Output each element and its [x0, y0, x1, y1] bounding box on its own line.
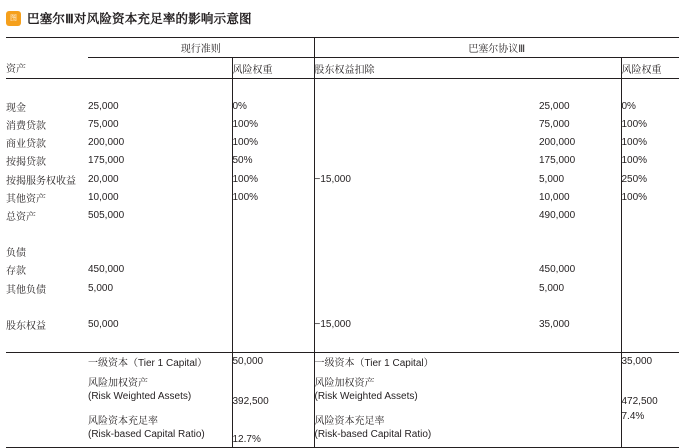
row-amount-basel: 490,000 — [539, 209, 576, 221]
row-label — [6, 297, 88, 315]
row-amount-current — [88, 225, 232, 243]
spacer-cell — [621, 79, 679, 98]
row-equity-deduction — [314, 225, 404, 243]
row-equity-deduction — [314, 97, 404, 115]
row-risk-weight-current — [232, 225, 314, 243]
row-amount-current — [88, 334, 232, 353]
rwa-label-basel-line2: (Risk Weighted Assets) — [314, 391, 418, 402]
row-label: 消费贷款 — [6, 120, 46, 132]
group-header-spacer — [6, 38, 88, 58]
row-equity-deduction — [314, 115, 404, 133]
group-header-current: 现行准则 — [88, 38, 314, 58]
row-amount-current: 200,000 — [88, 137, 125, 149]
spacer-cell — [232, 79, 314, 98]
row-equity-deduction — [314, 279, 404, 297]
row-risk-weight-basel — [621, 206, 679, 224]
row-spacer — [404, 188, 539, 206]
group-header-basel: 巴塞尔协议Ⅲ — [314, 38, 679, 58]
page-title — [0, 0, 685, 37]
table-row — [6, 279, 679, 297]
table-row-blank — [6, 225, 679, 243]
row-amount-basel: 10,000 — [539, 191, 570, 203]
col-header-risk-weight-basel: 风险权重 — [621, 58, 679, 79]
rwa-label-current-line2: (Risk Weighted Assets) — [88, 391, 192, 402]
ratio-label-current-line1: 风险资本充足率 — [88, 415, 158, 427]
row-amount-current: 20,000 — [88, 173, 119, 185]
rwa-label-basel-line1: 风险加权资产 — [314, 377, 375, 389]
row-risk-weight-current: 100% — [232, 134, 314, 152]
row-risk-weight-current — [232, 206, 314, 224]
table-row-liabilities — [6, 243, 679, 261]
row-label: 按揭贷款 — [6, 157, 46, 169]
row-risk-weight-current: 100% — [232, 170, 314, 188]
row-amount-current: 450,000 — [88, 264, 125, 276]
row-label — [6, 334, 88, 353]
table-sub-header-row — [6, 58, 679, 79]
col-header-basel-blank — [404, 58, 539, 79]
row-risk-weight-basel — [621, 279, 679, 297]
col-header-assets: 资产 — [6, 58, 88, 79]
page-title-text: 巴塞尔Ⅲ对风险资本充足率的影响示意图 — [27, 12, 252, 26]
row-risk-weight-current — [232, 261, 314, 279]
row-label — [6, 225, 88, 243]
row-equity-deduction — [314, 243, 404, 261]
row-risk-weight-current: 50% — [232, 152, 314, 170]
rwa-value-basel: 472,500 — [621, 371, 679, 409]
row-amount-current: 75,000 — [88, 118, 119, 130]
row-risk-weight-basel — [621, 297, 679, 315]
row-spacer — [404, 170, 539, 188]
row-label: 股东权益 — [6, 321, 46, 333]
row-risk-weight-current — [232, 334, 314, 353]
row-risk-weight-basel: 0% — [621, 97, 679, 115]
row-spacer — [404, 279, 539, 297]
ratio-value-current: 12.7% — [232, 409, 314, 447]
row-equity-deduction: −15,000 — [314, 170, 404, 188]
row-label: 其他负债 — [6, 284, 46, 296]
row-label: 负债 — [6, 248, 26, 260]
spacer-cell — [6, 79, 232, 98]
table-row — [6, 134, 679, 152]
row-spacer — [6, 371, 88, 409]
row-amount-basel — [539, 297, 621, 315]
row-risk-weight-basel — [621, 243, 679, 261]
table-row — [6, 170, 679, 188]
ratio-label-current-line2: (Risk-based Capital Ratio) — [88, 429, 205, 440]
row-risk-weight-basel: 100% — [621, 134, 679, 152]
row-equity-deduction — [314, 334, 404, 353]
table-row-blank — [6, 334, 679, 353]
row-risk-weight-current — [232, 279, 314, 297]
col-header-amount-current — [88, 58, 232, 79]
row-amount-current — [88, 243, 232, 261]
row-spacer — [6, 352, 88, 371]
rwa-label-current — [88, 371, 232, 409]
spacer-cell — [314, 79, 621, 98]
tier1-value-basel: 35,000 — [621, 352, 679, 371]
table-row-total-assets — [6, 206, 679, 224]
tier1-label-current: 一级资本（Tier 1 Capital） — [88, 358, 208, 370]
row-amount-current: 50,000 — [88, 319, 119, 331]
row-amount-basel: 5,000 — [539, 173, 565, 185]
row-equity-deduction — [314, 152, 404, 170]
col-header-risk-weight-current: 风险权重 — [232, 58, 314, 79]
row-spacer — [404, 115, 539, 133]
row-risk-weight-current: 0% — [232, 97, 314, 115]
row-amount-basel — [539, 225, 621, 243]
ratio-value-basel: 7.4% — [621, 409, 679, 447]
ratio-label-basel-line2: (Risk-based Capital Ratio) — [314, 429, 432, 440]
row-amount-basel: 200,000 — [539, 137, 576, 149]
row-amount-basel: 450,000 — [539, 264, 576, 276]
table-row — [6, 97, 679, 115]
figure-badge-icon: 图 — [6, 11, 21, 26]
row-risk-weight-basel: 100% — [621, 115, 679, 133]
row-risk-weight-basel — [621, 225, 679, 243]
row-equity-deduction — [314, 134, 404, 152]
table-row — [6, 115, 679, 133]
ratio-label-basel-line1: 风险资本充足率 — [314, 415, 385, 427]
row-equity-deduction — [314, 206, 404, 224]
row-spacer — [404, 243, 539, 261]
table-row — [6, 79, 679, 98]
table-row-tier1-capital — [6, 352, 679, 371]
row-spacer — [404, 97, 539, 115]
rwa-label-current-line1: 风险加权资产 — [88, 377, 148, 389]
table-row — [6, 188, 679, 206]
bottom-rule-cell — [6, 447, 679, 448]
row-risk-weight-basel — [621, 334, 679, 353]
tier1-label-basel: 一级资本（Tier 1 Capital） — [314, 352, 621, 371]
row-equity-deduction — [314, 188, 404, 206]
row-risk-weight-current: 100% — [232, 115, 314, 133]
row-label: 总资产 — [6, 211, 36, 223]
table-row-capital-ratio — [6, 409, 679, 447]
row-spacer — [404, 225, 539, 243]
row-label: 商业贷款 — [6, 139, 46, 151]
col-header-amount-basel — [539, 58, 621, 79]
row-amount-current: 25,000 — [88, 100, 119, 112]
row-spacer — [6, 409, 88, 447]
row-equity-deduction — [314, 261, 404, 279]
row-risk-weight-basel — [621, 261, 679, 279]
row-risk-weight-basel — [621, 315, 679, 333]
row-label: 按揭服务权收益 — [6, 175, 76, 187]
row-amount-basel: 25,000 — [539, 100, 570, 112]
row-label: 存款 — [6, 266, 26, 278]
tier1-value-current: 50,000 — [232, 352, 314, 371]
ratio-label-current — [88, 409, 232, 447]
table-row — [6, 152, 679, 170]
row-spacer — [404, 334, 539, 353]
table-row-equity — [6, 315, 679, 333]
table-row-rwa — [6, 371, 679, 409]
row-equity-deduction: −15,000 — [314, 315, 404, 333]
row-spacer — [404, 315, 539, 333]
row-amount-basel — [539, 243, 621, 261]
row-spacer — [404, 297, 539, 315]
row-risk-weight-basel: 100% — [621, 152, 679, 170]
row-spacer — [404, 134, 539, 152]
ratio-label-basel — [314, 409, 621, 447]
row-amount-basel: 5,000 — [539, 282, 565, 294]
basel-impact-table — [6, 37, 679, 448]
row-risk-weight-current — [232, 243, 314, 261]
row-label: 现金 — [6, 102, 26, 114]
row-amount-basel: 175,000 — [539, 155, 576, 167]
row-amount-current: 505,000 — [88, 209, 125, 221]
row-risk-weight-current — [232, 315, 314, 333]
row-equity-deduction — [314, 297, 404, 315]
row-amount-basel: 35,000 — [539, 319, 570, 331]
row-spacer — [404, 261, 539, 279]
row-amount-current: 5,000 — [88, 282, 114, 294]
row-amount-basel: 75,000 — [539, 118, 570, 130]
row-risk-weight-basel: 250% — [621, 170, 679, 188]
row-spacer — [404, 152, 539, 170]
row-label: 其他资产 — [6, 193, 46, 205]
row-amount-current — [88, 297, 232, 315]
row-risk-weight-current — [232, 297, 314, 315]
row-amount-basel — [539, 334, 621, 353]
row-amount-current: 175,000 — [88, 155, 125, 167]
table-group-header-row — [6, 38, 679, 58]
col-header-equity-deduction: 股东权益扣除 — [314, 58, 404, 79]
row-risk-weight-basel: 100% — [621, 188, 679, 206]
table-row-blank — [6, 297, 679, 315]
row-amount-current: 10,000 — [88, 191, 119, 203]
rwa-label-basel — [314, 371, 621, 409]
rwa-value-current: 392,500 — [232, 371, 314, 409]
row-risk-weight-current: 100% — [232, 188, 314, 206]
table-row — [6, 261, 679, 279]
table-bottom-rule — [6, 447, 679, 448]
row-spacer — [404, 206, 539, 224]
